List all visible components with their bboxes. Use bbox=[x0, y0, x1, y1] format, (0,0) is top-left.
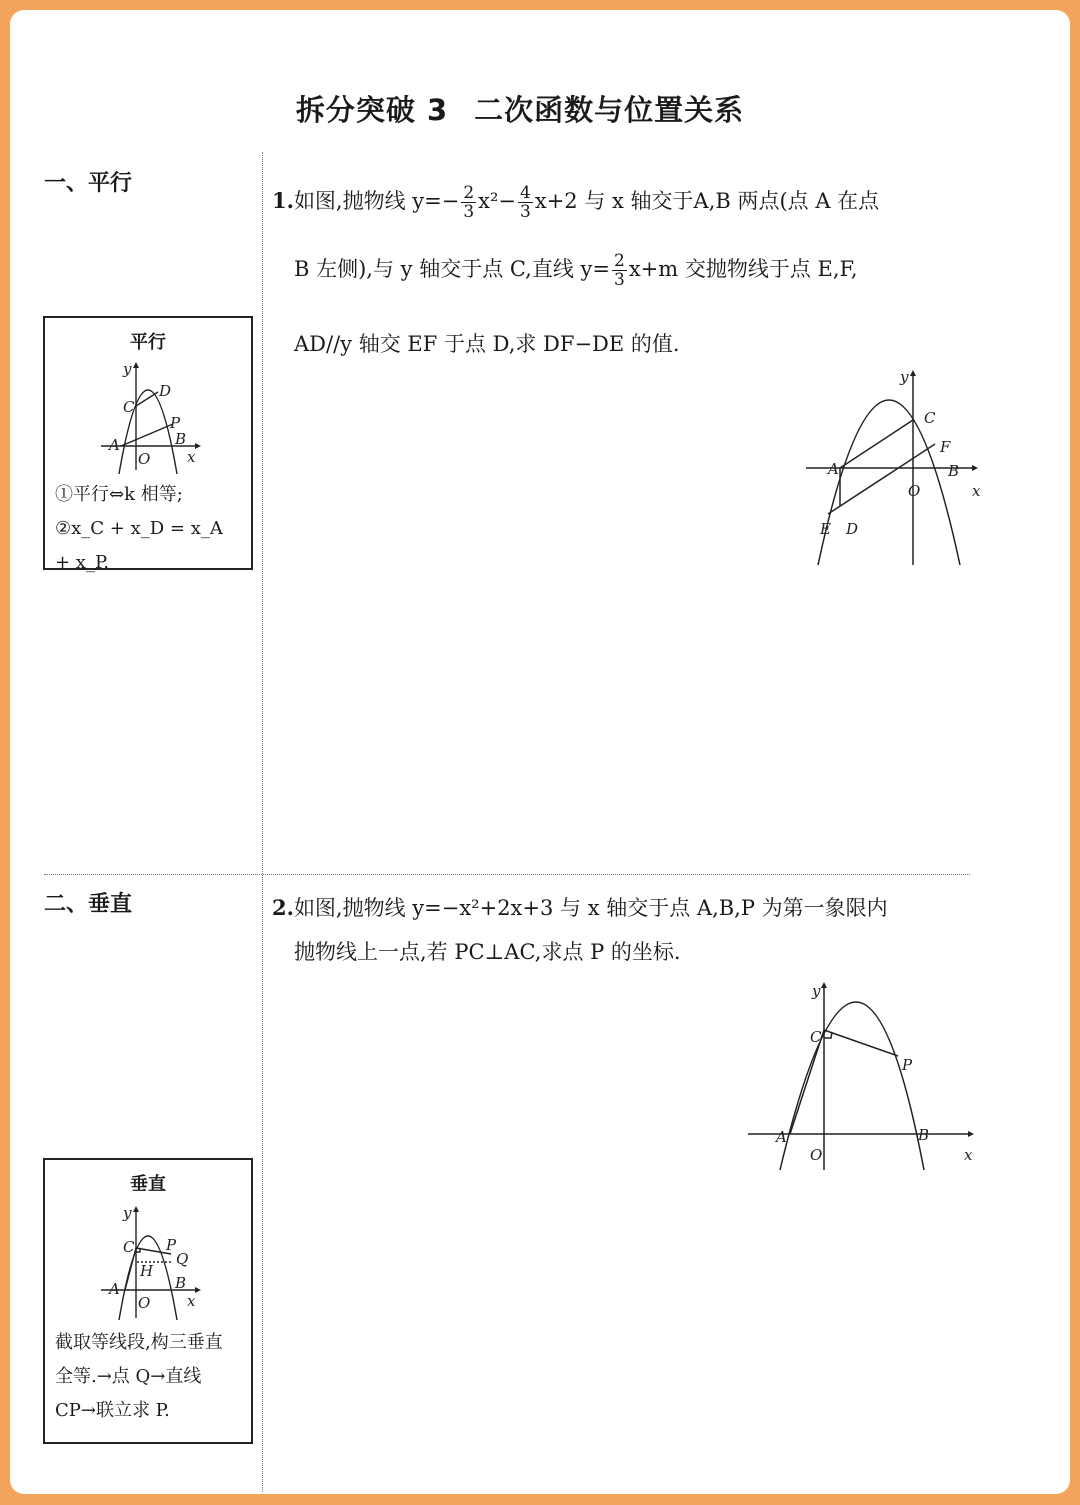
problem-1-number: 1. bbox=[272, 188, 294, 213]
section-title-parallel: 一、平行 bbox=[44, 171, 133, 196]
problem-2 bbox=[272, 886, 972, 974]
page-title bbox=[10, 88, 1030, 129]
label-B: B bbox=[948, 462, 960, 480]
label-P: P bbox=[170, 414, 181, 432]
label-y: y bbox=[123, 1204, 132, 1222]
label-O: O bbox=[810, 1146, 823, 1164]
label-x: x bbox=[972, 482, 981, 500]
problem-1-line-3: AD//y 轴交 EF 于点 D,求 DF−DE 的值. bbox=[294, 332, 680, 356]
tip-figure-parallel bbox=[45, 354, 251, 474]
horizontal-divider bbox=[44, 874, 970, 875]
problem-1-line-2: B 左侧),与 y 轴交于点 C,直线 y= $\frac{2}{3}$ x+m 交抛物线于点 E,F, bbox=[294, 251, 858, 290]
label-A: A bbox=[828, 460, 839, 478]
problem-2-line-2: 抛物线上一点,若 PC⊥AC,求点 P 的坐标. bbox=[294, 940, 681, 964]
problem-2-figure bbox=[742, 974, 982, 1186]
label-E: E bbox=[820, 520, 831, 538]
label-F: F bbox=[940, 438, 951, 456]
tip-title-perpendicular: 垂直 bbox=[130, 1174, 166, 1195]
label-B: B bbox=[175, 430, 187, 448]
tip-text-parallel bbox=[45, 478, 251, 588]
fraction-2-3b: $\frac{2}{3}$ bbox=[614, 251, 625, 290]
tip-figure-perpendicular bbox=[45, 1196, 251, 1322]
fraction-2-3: $\frac{2}{3}$ bbox=[463, 183, 475, 222]
label-A: A bbox=[109, 436, 120, 454]
tip-line-1: 截取等线段,构三垂直 bbox=[55, 1332, 223, 1353]
label-x: x bbox=[187, 1292, 196, 1310]
label-B: B bbox=[175, 1274, 187, 1292]
line-EF bbox=[828, 444, 935, 514]
parabola bbox=[780, 1002, 924, 1170]
section-title-perpendicular: 二、垂直 bbox=[44, 892, 133, 917]
label-O: O bbox=[138, 450, 151, 468]
label-x: x bbox=[187, 448, 196, 466]
label-B: B bbox=[918, 1126, 930, 1144]
fraction-4-3: $\frac{4}{3}$ bbox=[520, 183, 531, 222]
problem-1-line-1: 1.如图,抛物线 y=− $\frac{2}{3}$ x²− $\frac{4}{3}$ x+2 与 x 轴交于A,B 两点(点 A 在点 bbox=[272, 183, 880, 222]
tip-box-parallel bbox=[43, 316, 253, 573]
label-O: O bbox=[138, 1294, 151, 1312]
label-H: H bbox=[140, 1262, 154, 1280]
tip-box-perpendicular bbox=[43, 1158, 253, 1444]
label-D: D bbox=[159, 382, 172, 400]
title-text: 二次函数与位置关系 bbox=[474, 93, 745, 127]
line-AC bbox=[840, 420, 913, 468]
tip-line-2: ②x_C + x_D = x_A + x_P. bbox=[55, 518, 223, 573]
label-P: P bbox=[166, 1236, 177, 1254]
label-C: C bbox=[810, 1028, 822, 1046]
label-x: x bbox=[964, 1146, 973, 1164]
problem-2-line-1: 2.如图,抛物线 y=−x²+2x+3 与 x 轴交于点 A,B,P 为第一象限内 bbox=[272, 895, 888, 920]
label-C: C bbox=[924, 409, 936, 427]
title-number: 拆分突破 3 bbox=[295, 93, 449, 127]
tip-line-2: 全等.→点 Q→直线 bbox=[55, 1366, 202, 1387]
label-A: A bbox=[776, 1128, 787, 1146]
label-P: P bbox=[902, 1056, 913, 1074]
label-C: C bbox=[123, 1238, 135, 1256]
line-CD bbox=[136, 392, 158, 406]
page bbox=[10, 10, 1070, 1494]
label-O: O bbox=[908, 482, 921, 500]
tip-title-parallel: 平行 bbox=[130, 332, 166, 353]
vertical-divider bbox=[262, 152, 263, 1492]
label-Q: Q bbox=[176, 1250, 189, 1268]
label-C: C bbox=[123, 398, 135, 416]
label-y: y bbox=[812, 982, 821, 1000]
label-y: y bbox=[900, 368, 909, 386]
tip-line-1: ①平行⇔k 相等; bbox=[55, 484, 183, 505]
label-A: A bbox=[109, 1280, 120, 1298]
tip-text-perpendicular bbox=[45, 1326, 251, 1436]
label-D: D bbox=[846, 520, 859, 538]
problem-1-figure bbox=[800, 360, 982, 570]
tip-line-3: CP→联立求 P. bbox=[55, 1400, 170, 1421]
problem-2-number: 2. bbox=[272, 895, 294, 920]
label-y: y bbox=[123, 360, 132, 378]
